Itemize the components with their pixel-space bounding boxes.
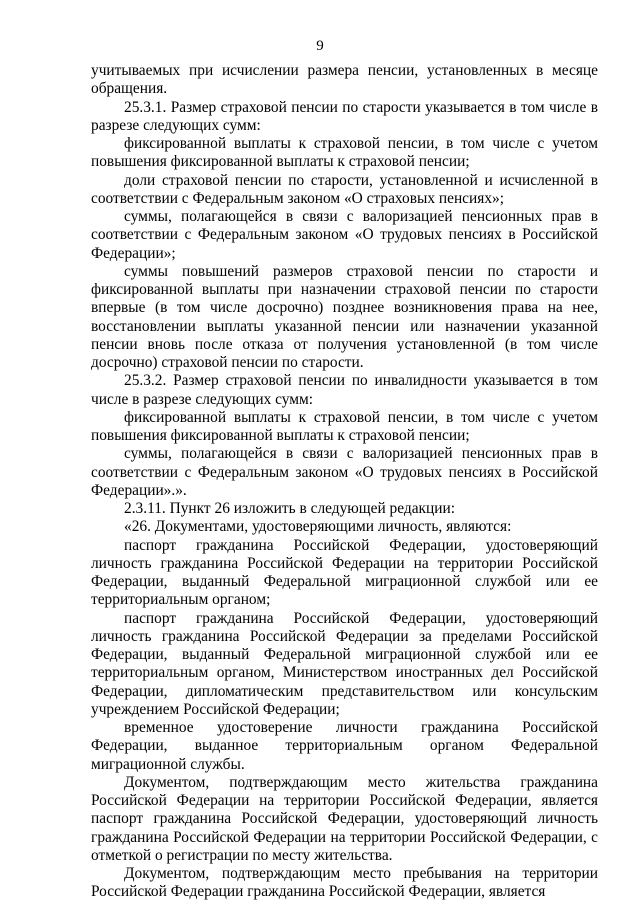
paragraph-pension-share: доли страховой пенсии по старости, установленной и исчисленной в соответствии с Федеральным законом «О страховых пенсиях»; bbox=[91, 171, 598, 207]
paragraph-fixed-payment-disability: фиксированной выплаты к страховой пенсии, в том числе с учетом повышения фиксированной выплаты к страховой пенсии; bbox=[91, 408, 598, 444]
paragraph-2-3-11: 2.3.11. Пункт 26 изложить в следующей редакции: bbox=[124, 500, 455, 517]
document-body bbox=[91, 62, 598, 902]
paragraph-foreign-passport: паспорт гражданина Российской Федерации, удостоверяющий личность гражданина Российской Федерации за пределами Российской Федерации, выданный Федеральной миграционной службой или ее территориальным органом, Министерством иностранных дел Российской Федерации, дипломатическим представительством или консульским учреждением Российской Федерации; bbox=[91, 609, 598, 718]
paragraph-continuation: учитываемых при исчислении размера пенсии, установленных в месяце обращения. bbox=[91, 62, 598, 98]
paragraph-increases: суммы повышений размеров страховой пенсии по старости и фиксированной выплаты при назначении страховой пенсии по старости впервые (в том числе досрочно) позднее возникновения права на нее, восстановлении выплаты указанной пенсии или назначении указанной пенсии вновь после отказа от получения установленной (в том числе досрочно) страховой пенсии по старости. bbox=[91, 262, 598, 371]
paragraph-25-3-2: 25.3.2. Размер страховой пенсии по инвалидности указывается в том числе в разрезе следующих сумм: bbox=[91, 372, 598, 408]
paragraph-25-3-1: 25.3.1. Размер страховой пенсии по старости указывается в том числе в разрезе следующих сумм: bbox=[91, 98, 598, 134]
paragraph-valorization-disability: суммы, полагающейся в связи с валоризацией пенсионных прав в соответствии с Федеральным законом «О трудовых пенсиях в Российской Федерации».». bbox=[91, 445, 598, 499]
paragraph-stay-document: Документом, подтверждающим место пребывания на территории Российской Федерации гражданина Российской Федерации, является bbox=[91, 865, 598, 901]
paragraph-fixed-payment: фиксированной выплаты к страховой пенсии, в том числе с учетом повышения фиксированной выплаты к страховой пенсии; bbox=[91, 135, 598, 171]
page-number: 9 bbox=[316, 38, 324, 54]
paragraph-point-26: «26. Документами, удостоверяющими личность, являются: bbox=[124, 518, 512, 536]
paragraph-internal-passport: паспорт гражданина Российской Федерации, удостоверяющий личность гражданина Российской Федерации на территории Российской Федерации, выданный Федеральной миграционной службой или ее территориальным органом; bbox=[91, 536, 598, 609]
paragraph-temporary-id: временное удостоверение личности гражданина Российской Федерации, выданное территориальным органом Федеральной миграционной службы. bbox=[91, 719, 598, 773]
paragraph-residence-document: Документом, подтверждающим место жительства гражданина Российской Федерации на территории Российской Федерации, является паспорт гражданина Российской Федерации, удостоверяющий личность гражданина Российской Федерации на территории Российской Федерации, с отметкой о регистрации по месту жительства. bbox=[91, 773, 598, 864]
paragraph-valorization: суммы, полагающейся в связи с валоризацией пенсионных прав в соответствии с Федеральным законом «О трудовых пенсиях в Российской Федерации»; bbox=[91, 208, 598, 262]
